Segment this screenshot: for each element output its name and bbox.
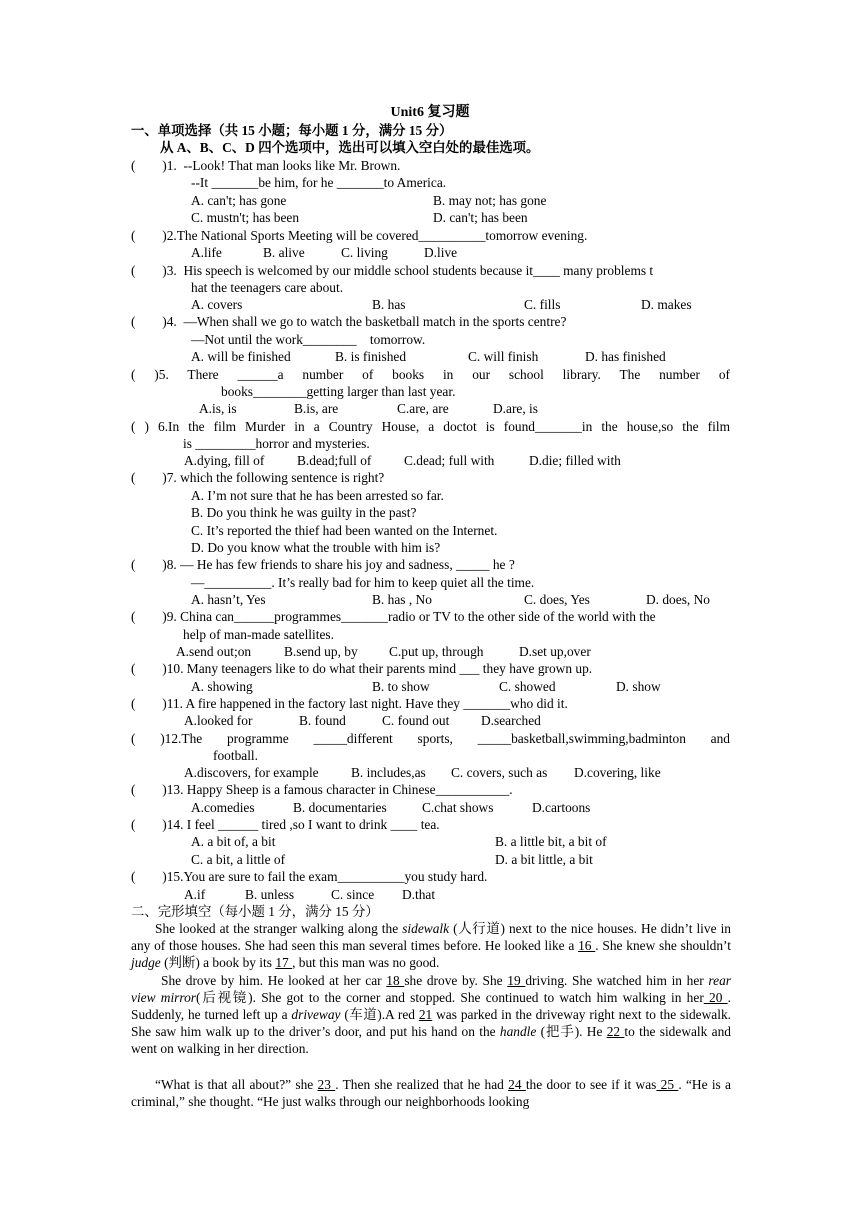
question-7-option-c: C. It’s reported the thief had been wanted on the Internet. (191, 523, 498, 538)
mirror-term: rear view mirror (131, 973, 731, 1005)
question-11-option-a: A.looked for (184, 713, 253, 728)
blank-25: 25 (656, 1077, 679, 1092)
question-6-stem-line2: is _________horror and mysteries. (183, 436, 370, 451)
question-1-stem: ( )1. --Look! That man looks like Mr. Brown. (131, 158, 401, 173)
question-10-stem: ( )10. Many teenagers like to do what their parents mind ___ they have grown up. (131, 661, 593, 676)
question-8-option-c: C. does, Yes (524, 592, 590, 607)
driveway-term: driveway (291, 1007, 341, 1022)
blank-20: 20 (703, 990, 728, 1005)
question-12-stem-line2: football. (213, 748, 258, 763)
question-5-option-a: A.is, is (199, 401, 237, 416)
question-4-option-c: C. will finish (468, 349, 539, 364)
question-3-option-a: A. covers (191, 297, 243, 312)
question-11-option-c: C. found out (382, 713, 450, 728)
question-3-option-c: C. fills (524, 297, 561, 312)
question-6-option-b: B.dead;full of (297, 453, 372, 468)
question-2-option-a: A.life (191, 245, 222, 260)
question-8-option-b: B. has , No (372, 592, 432, 607)
sidewalk-term: sidewalk (402, 921, 450, 936)
question-13-option-d: D.cartoons (532, 800, 591, 815)
question-8-stem-line2: —__________. It’s really bad for him to keep quiet all the time. (191, 575, 535, 590)
question-8-option-a: A. hasn’t, Yes (191, 592, 266, 607)
question-9-stem-line2: help of man-made satellites. (183, 627, 334, 642)
question-3-option-b: B. has (372, 297, 406, 312)
question-4-option-d: D. has finished (585, 349, 666, 364)
question-14-option-b: B. a little bit, a bit of (495, 834, 607, 849)
blank-19: 19 (507, 973, 526, 988)
question-7-option-a: A. I’m not sure that he has been arrested so far. (191, 488, 444, 503)
question-9-option-c: C.put up, through (389, 644, 484, 659)
question-1-stem-line2: --It _______be him, for he _______to America. (191, 175, 447, 190)
question-10-option-b: B. to show (372, 679, 430, 694)
question-13-option-c: C.chat shows (422, 800, 494, 815)
question-3-option-d: D. makes (641, 297, 692, 312)
blank-23: 23 (317, 1077, 336, 1092)
question-9-option-b: B.send up, by (284, 644, 358, 659)
blank-24: 24 (508, 1077, 526, 1092)
question-11-stem: ( )11. A fire happened in the factory last night. Have they _______who did it. (131, 696, 568, 711)
question-1-option-d: D. can't; has been (433, 210, 528, 225)
question-14-option-c: C. a bit, a little of (191, 852, 286, 867)
question-15-option-b: B. unless (245, 887, 295, 902)
question-2-stem: ( )2.The National Sports Meeting will be covered__________tomorrow evening. (131, 228, 588, 243)
question-12-option-b: B. includes,as (351, 765, 426, 780)
question-5-option-d: D.are, is (493, 401, 538, 416)
question-8-stem: ( )8. — He has few friends to share his joy and sadness, _____ he ? (131, 557, 515, 572)
question-7-option-d: D. Do you know what the trouble with him is? (191, 540, 441, 555)
question-1-option-c: C. mustn't; has been (191, 210, 300, 225)
question-15-option-d: D.that (402, 887, 436, 902)
question-2-option-b: B. alive (263, 245, 305, 260)
question-10-option-c: C. showed (499, 679, 556, 694)
question-7-option-b: B. Do you think he was guilty in the past? (191, 505, 417, 520)
question-1-option-b: B. may not; has gone (433, 193, 547, 208)
question-9-option-d: D.set up,over (519, 644, 591, 659)
page-title: Unit6 复习题 (390, 105, 470, 120)
question-12-option-c: C. covers, such as (451, 765, 548, 780)
question-3-stem-line2: hat the teenagers care about. (191, 280, 344, 295)
handle-term: handle (499, 1024, 537, 1039)
question-13-option-a: A.comedies (191, 800, 255, 815)
question-7-stem: ( )7. which the following sentence is right? (131, 470, 385, 485)
question-3-stem: ( )3. His speech is welcomed by our middle school students because it____ many problems t (131, 263, 654, 278)
blank-17: 17 (275, 955, 293, 970)
question-6-stem: ( ) 6.In the film Murder in a Country House, a doctot is found_______in the house,so the film (131, 419, 730, 434)
question-11-option-d: D.searched (481, 713, 541, 728)
question-1-option-a: A. can't; has gone (191, 193, 287, 208)
question-13-option-b: B. documentaries (293, 800, 387, 815)
question-10-option-d: D. show (616, 679, 661, 694)
question-12-stem: ( )12.The programme _____different sports, _____basketball,swimming,badminton and (131, 731, 730, 746)
question-6-option-a: A.dying, fill of (184, 453, 265, 468)
question-5-option-c: C.are, are (397, 401, 449, 416)
question-12-option-d: D.covering, like (574, 765, 661, 780)
cloze-paragraph-2: She drove by him. He looked at her car 18 she drove by. She 19 driving. She watched him in her rear view mirror(后视镜). She got to the corner and stopped. She continued to watch him walking in her 20 . Suddenly, he turned left up a driveway (车道).A red 21 was parked in the driveway right next to the sidewalk. She saw him walk up to the driver’s door, and put his hand on the handle (把手). He 22 to the sidewalk and went on walking in her direction. (131, 973, 732, 1056)
question-4-stem-line2: —Not until the work________ tomorrow. (191, 332, 426, 347)
question-14-stem: ( )14. I feel ______ tired ,so I want to drink ____ tea. (131, 817, 440, 832)
blank-18: 18 (386, 973, 405, 988)
question-4-stem: ( )4. —When shall we go to watch the basketball match in the sports centre? (131, 314, 567, 329)
section1-heading: 一、单项选择（共 15 小题；每小题 1 分，满分 15 分） (131, 123, 453, 138)
question-5-option-b: B.is, are (294, 401, 339, 416)
question-15-option-a: A.if (184, 887, 206, 902)
blank-16: 16 (578, 938, 596, 953)
question-6-option-c: C.dead; full with (404, 453, 495, 468)
question-2-option-d: D.live (424, 245, 458, 260)
question-14-option-d: D. a bit little, a bit (495, 852, 593, 867)
section1-instruction: 从 A、B、C、D 四个选项中，选出可以填入空白处的最佳选项。 (160, 140, 540, 155)
question-4-option-b: B. is finished (335, 349, 407, 364)
blank-22: 22 (606, 1024, 625, 1039)
question-10-option-a: A. showing (191, 679, 253, 694)
question-4-option-a: A. will be finished (191, 349, 291, 364)
question-11-option-b: B. found (299, 713, 346, 728)
question-8-option-d: D. does, No (646, 592, 710, 607)
question-15-stem: ( )15.You are sure to fail the exam__________you study hard. (131, 869, 488, 884)
section2-heading: 二、完形填空（每小题 1 分，满分 15 分） (131, 904, 379, 919)
question-13-stem: ( )13. Happy Sheep is a famous character in Chinese___________. (131, 782, 513, 797)
question-5-stem: ( )5. There ______a number of books in our school library. The number of (131, 367, 730, 382)
question-5-stem-line2: books________getting larger than last year. (221, 384, 456, 399)
cloze-paragraph-3: “What is that all about?” she 23 . Then she realized that he had 24 the door to see if it was 25 . “He is a criminal,” she thought. “He just walks through our neighborhoods looking (131, 1077, 731, 1109)
judge-term: judge (131, 955, 161, 970)
cloze-paragraph-1: She looked at the stranger walking along the sidewalk (人行道) next to the nice houses. He didn’t live in any of those houses. She had seen this man several times before. He looked like a 16 . She knew she shouldn’t judge (判断) a book by its 17 , but this man was no good. (131, 921, 731, 970)
question-6-option-d: D.die; filled with (529, 453, 621, 468)
question-9-option-a: A.send out;on (176, 644, 252, 659)
question-14-option-a: A. a bit of, a bit (191, 834, 276, 849)
question-9-stem: ( )9. China can______programmes_______radio or TV to the other side of the world with the (131, 609, 656, 624)
blank-21: 21 (418, 1007, 433, 1022)
question-2-option-c: C. living (341, 245, 388, 260)
question-15-option-c: C. since (331, 887, 375, 902)
question-12-option-a: A.discovers, for example (184, 765, 319, 780)
